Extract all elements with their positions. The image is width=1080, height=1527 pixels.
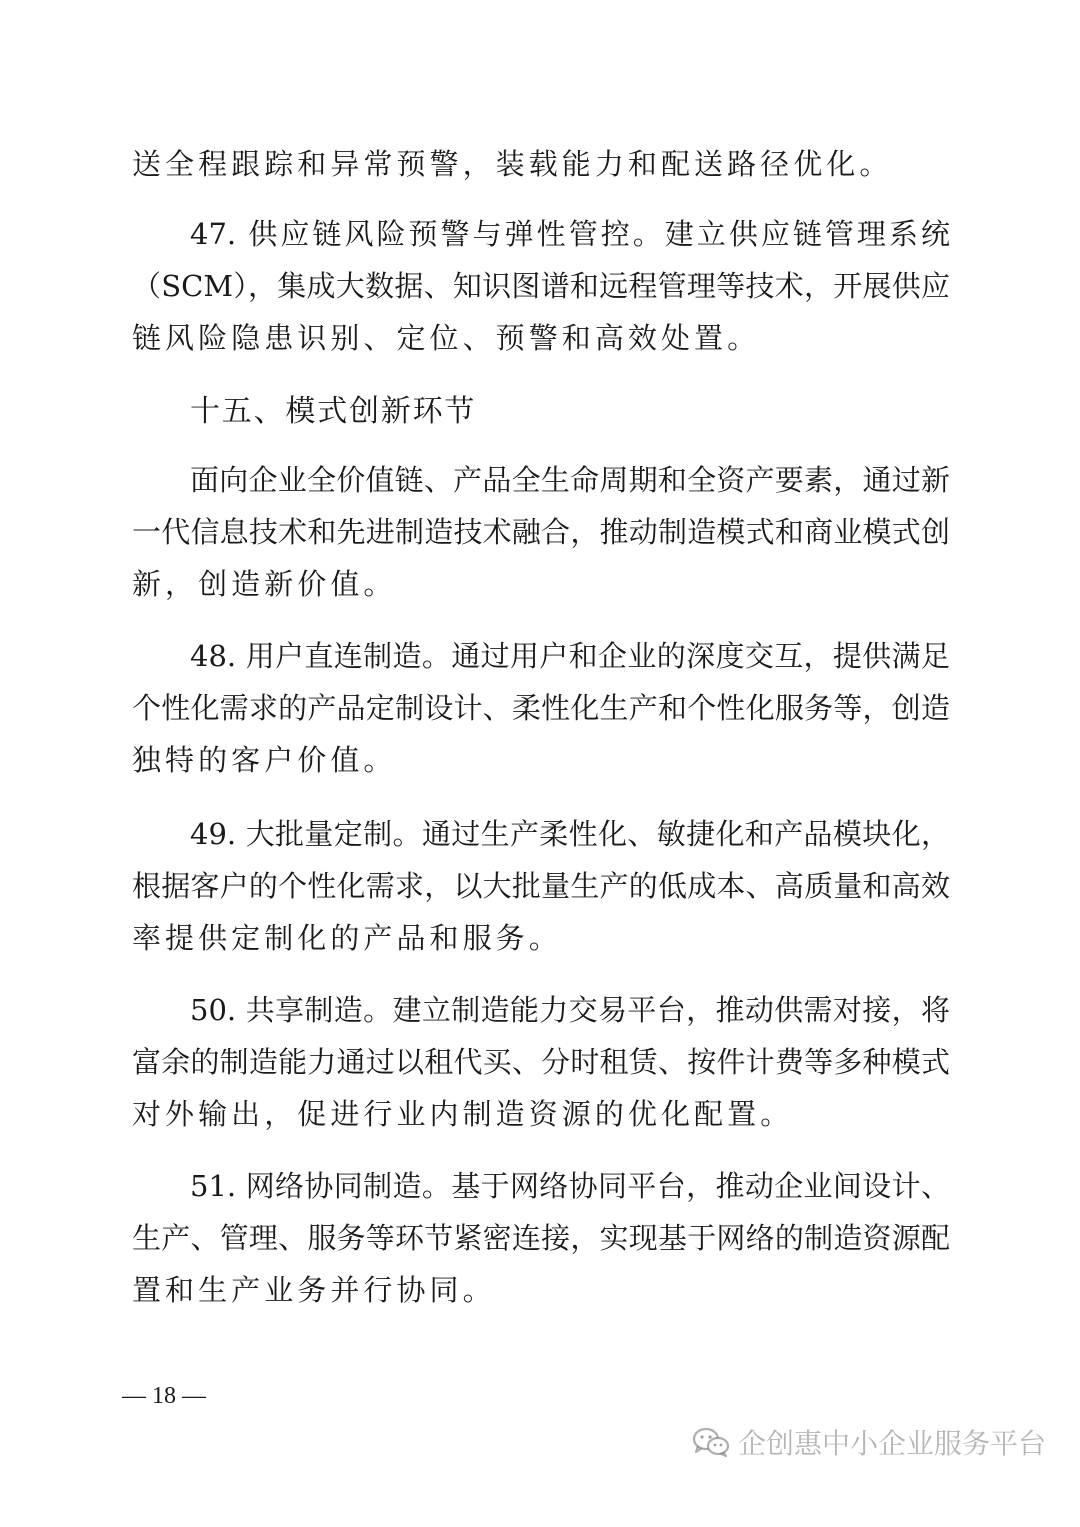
watermark-text: 企创惠中小企业服务平台 [737,1427,1046,1460]
page-number: — 18 — [122,1383,206,1409]
paragraph-line: 链风险隐患识别、定位、预警和高效处置。 [132,321,761,355]
paragraph-line: 个性化需求的产品定制设计、柔性化生产和个性化服务等，创造 [132,691,950,725]
paragraph-line: 面向企业全价值链、产品全生命周期和全资产要素，通过新 [190,463,950,497]
paragraph-line: 对外输出，促进行业内制造资源的优化配置。 [132,1097,794,1131]
paragraph-line: 51. 网络协同制造。基于网络协同平台，推动企业间设计、 [190,1169,950,1203]
paragraph-line: 生产、管理、服务等环节紧密连接，实现基于网络的制造资源配 [132,1221,950,1255]
paragraph-line: 富余的制造能力通过以租代买、分时租赁、按件计费等多种模式 [132,1045,950,1079]
watermark [692,1422,1046,1462]
paragraph-line: 49. 大批量定制。通过生产柔性化、敏捷化和产品模块化， [190,817,950,851]
wechat-icon [692,1426,730,1458]
paragraph-line: 50. 共享制造。建立制造能力交易平台，推动供需对接，将 [190,993,950,1027]
paragraph-line: 根据客户的个性化需求，以大批量生产的低成本、高质量和高效 [132,869,950,903]
paragraph-line: 置和生产业务并行协同。 [132,1273,496,1307]
paragraph-line: 新，创造新价值。 [132,567,397,601]
paragraph-line: （SCM），集成大数据、知识图谱和远程管理等技术，开展供应 [132,269,950,303]
paragraph-line: 率提供定制化的产品和服务。 [132,921,562,955]
paragraph-line: 独特的客户价值。 [132,743,397,777]
paragraph-line: 一代信息技术和先进制造技术融合，推动制造模式和商业模式创 [132,515,950,549]
paragraph-line: 送全程跟踪和异常预警，装载能力和配送路径优化。 [132,147,893,181]
paragraph-line: 48. 用户直连制造。通过用户和企业的深度交互，提供满足 [190,639,950,673]
section-heading: 十五、模式创新环节 [190,394,477,429]
paragraph-line: 47. 供应链风险预警与弹性管控。建立供应链管理系统 [190,217,950,251]
